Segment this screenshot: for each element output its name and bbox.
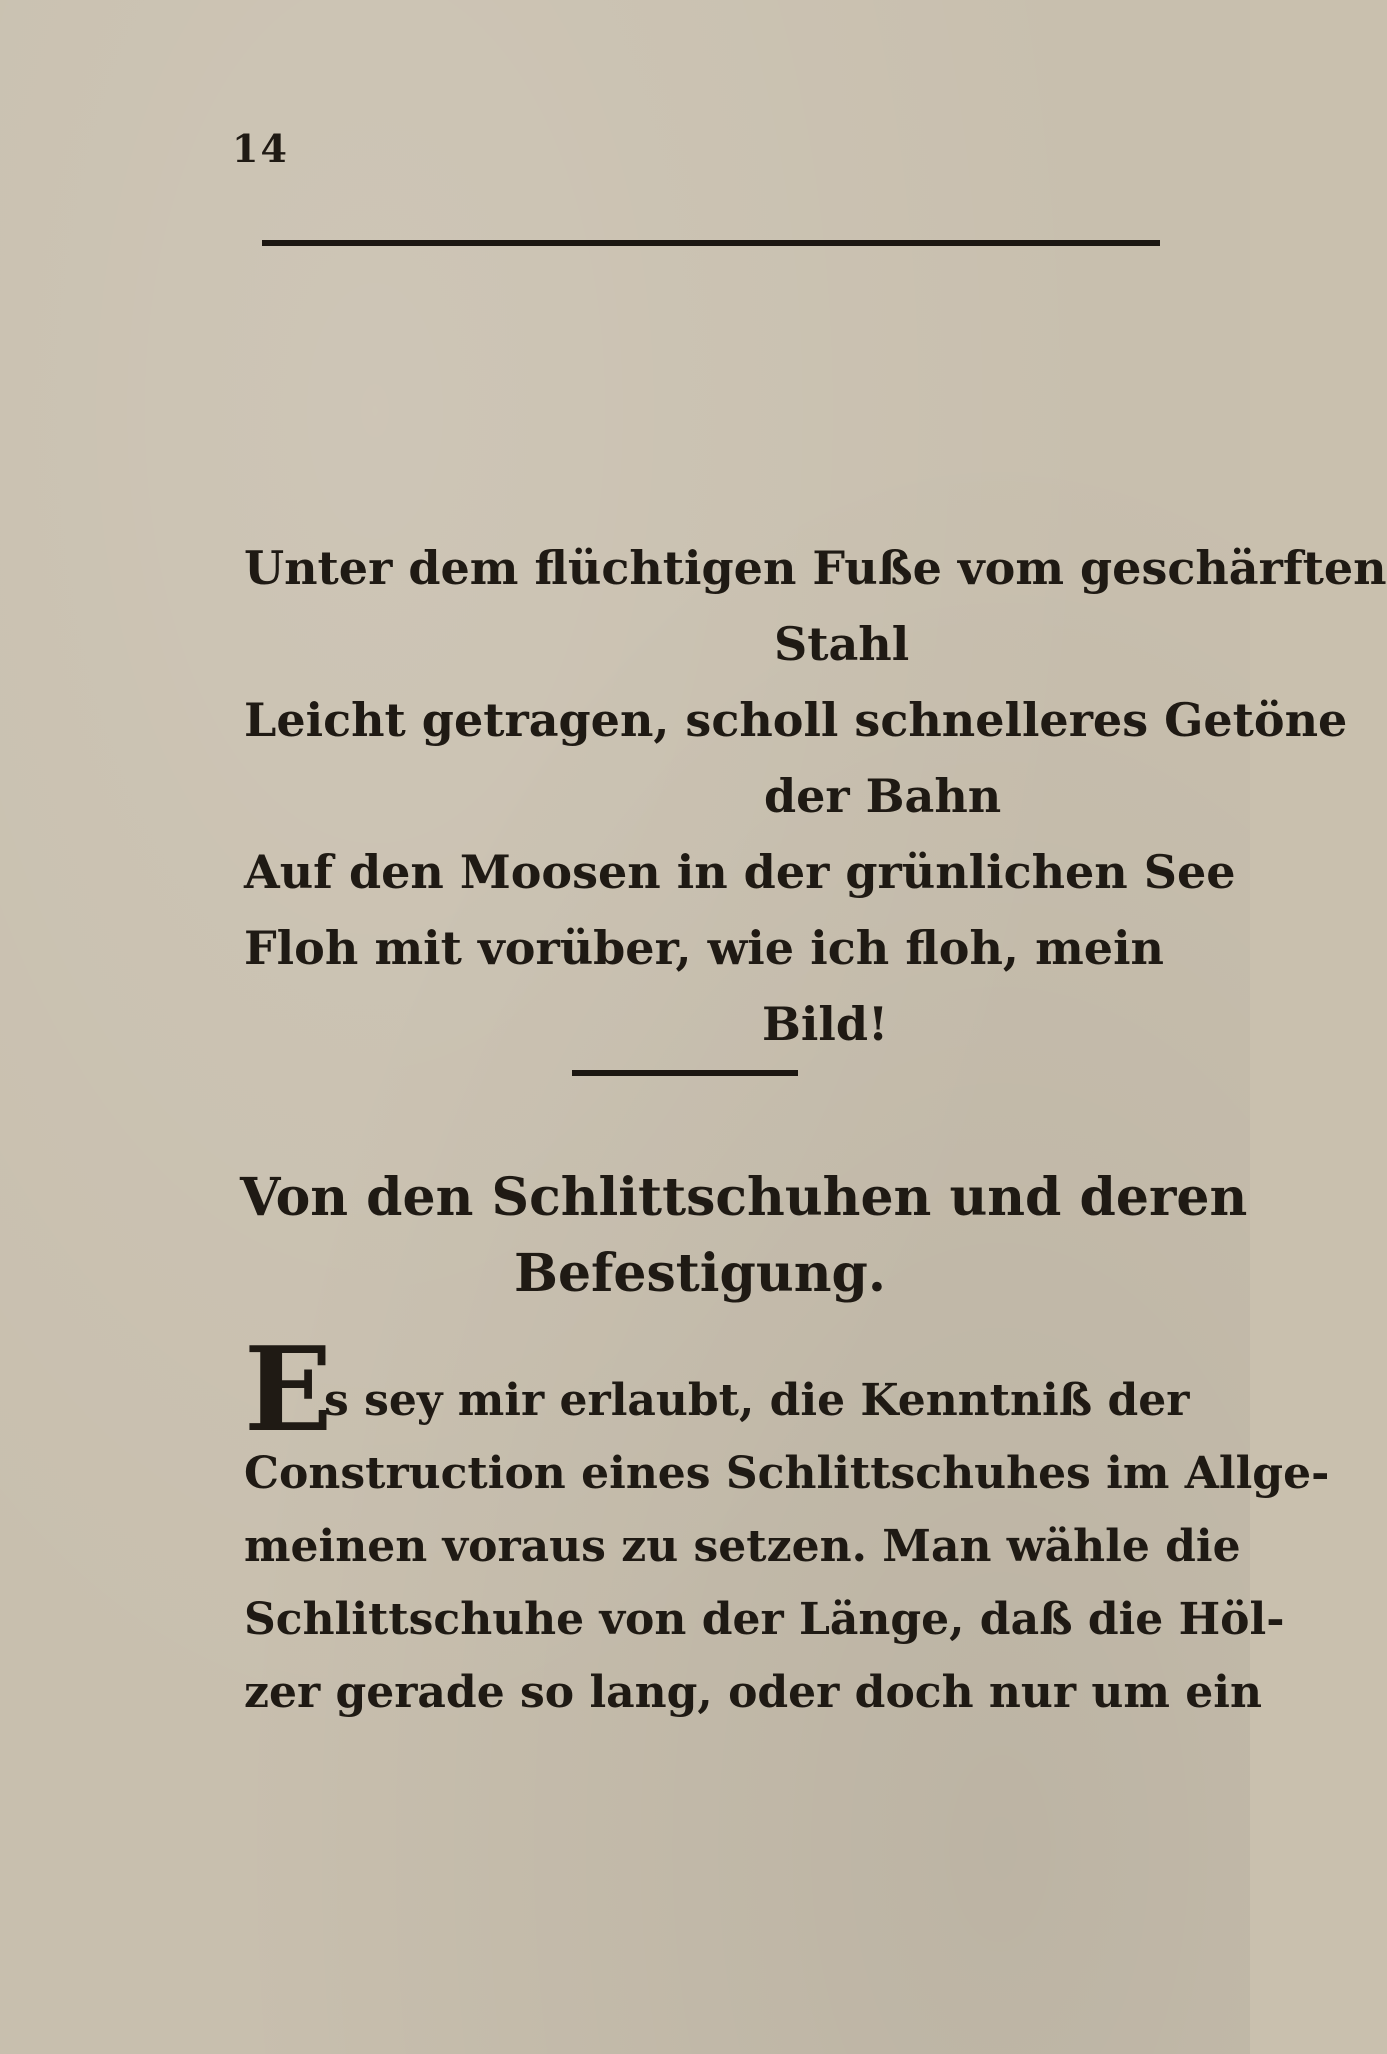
poem-line: Auf den Moosen in der grünlichen See	[244, 845, 1236, 899]
poem-line-continuation: der Bahn	[764, 769, 1002, 823]
drop-cap: E	[244, 1322, 333, 1458]
page-number: 14	[232, 126, 289, 171]
body-line: Construction eines Schlittschuhes im Allge-	[244, 1448, 1330, 1499]
section-heading-line: Befestigung.	[514, 1243, 886, 1304]
header-rule	[262, 240, 1160, 246]
poem-line: Floh mit vorüber, wie ich floh, mein	[244, 921, 1164, 975]
poem-line-continuation: Stahl	[774, 617, 910, 671]
poem-line-continuation: Bild!	[762, 997, 889, 1051]
body-line: zer gerade so lang, oder doch nur um ein	[244, 1667, 1262, 1718]
section-heading-line: Von den Schlittschuhen und deren	[240, 1167, 1248, 1228]
poem-line: Unter dem flüchtigen Fuße vom geschärften	[244, 541, 1387, 595]
body-line: meinen voraus zu setzen. Man wähle die	[244, 1521, 1241, 1572]
section-divider	[572, 1070, 798, 1076]
body-paragraph	[244, 1364, 1330, 1729]
poem-stanza	[244, 530, 1387, 1062]
body-line: s sey mir erlaubt, die Kenntniß der	[324, 1375, 1190, 1426]
poem-line: Leicht getragen, scholl schnelleres Getöne	[244, 693, 1348, 747]
body-line: Schlittschuhe von der Länge, daß die Höl-	[244, 1594, 1285, 1645]
section-heading	[240, 1160, 1248, 1312]
